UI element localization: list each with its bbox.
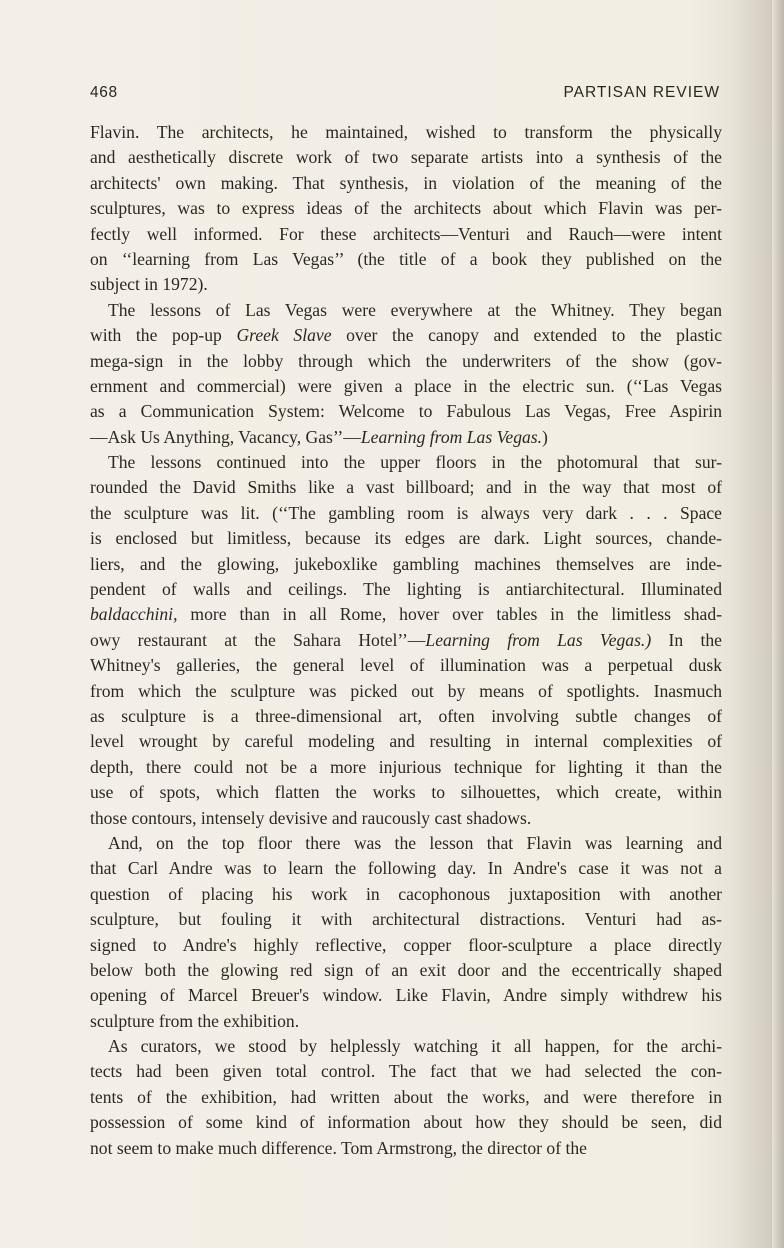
text-line <box>90 729 722 754</box>
text-segment: that Carl Andre was to learn the following day. In Andre's case it was not a <box>90 858 722 879</box>
page-gutter-shadow <box>772 0 784 1248</box>
text-segment: as a Communication System: Welcome to Fabulous Las Vegas, Free Aspirin <box>90 401 722 422</box>
text-line <box>90 526 722 551</box>
text-line <box>90 272 722 297</box>
text-line <box>90 222 722 247</box>
paragraph <box>90 831 722 1034</box>
text-segment: is enclosed but limitless, because its edges are dark. Light sources, chande- <box>90 528 722 549</box>
text-line <box>90 755 722 780</box>
text-line <box>90 983 722 1008</box>
page-number: 468 <box>90 84 118 101</box>
text-line <box>90 1136 722 1161</box>
text-line <box>90 145 722 170</box>
text-segment: The lessons continued into the upper floors in the photomural that sur- <box>108 452 722 473</box>
text-segment: architects' own making. That synthesis, in violation of the meaning of the <box>90 172 722 193</box>
text-line <box>90 120 722 145</box>
text-line <box>90 628 722 653</box>
text-line <box>90 653 722 678</box>
text-line <box>90 501 722 526</box>
text-line <box>90 247 722 272</box>
text-segment: Whitney's galleries, the general level of illumination was a perpetual dusk <box>90 655 722 676</box>
text-line <box>90 933 722 958</box>
text-segment: subject in 1972). <box>90 274 208 295</box>
text-segment: depth, there could not be a more injurious technique for lighting it than the <box>90 756 722 777</box>
text-segment: from which the sculpture was picked out by means of spotlights. Inasmuch <box>90 680 722 701</box>
text-line <box>90 679 722 704</box>
text-line <box>90 425 722 450</box>
text-segment: over the canopy and extended to the plastic <box>331 325 723 346</box>
text-line <box>90 349 722 374</box>
text-segment: As curators, we stood by helplessly watching it all happen, for the archi- <box>108 1036 722 1057</box>
running-header-title: PARTISAN REVIEW <box>563 84 720 101</box>
paragraph <box>90 1034 722 1161</box>
text-line <box>90 399 722 424</box>
italic-text: Greek Slave <box>236 325 332 346</box>
text-segment: fectly well informed. For these architects—Venturi and Rauch—were intent <box>90 223 722 244</box>
text-segment: mega-sign in the lobby through which the underwriters of the show (gov- <box>90 350 722 371</box>
text-line <box>90 1009 722 1034</box>
text-segment: liers, and the glowing, jukeboxlike gambling machines themselves are inde- <box>90 553 722 574</box>
text-line <box>90 298 722 323</box>
text-line <box>90 552 722 577</box>
text-line <box>90 1059 722 1084</box>
text-segment: ernment and commercial) were given a place in the electric sun. (‘‘Las Vegas <box>90 375 722 396</box>
text-line <box>90 323 722 348</box>
text-line <box>90 577 722 602</box>
text-segment: those contours, intensely devisive and raucously cast shadows. <box>90 807 532 828</box>
text-line <box>90 907 722 932</box>
text-segment: sculpture from the exhibition. <box>90 1010 300 1031</box>
text-segment: the sculpture was lit. (‘‘The gambling room is always very dark . . . Space <box>90 502 722 523</box>
text-line <box>90 196 722 221</box>
text-segment: sculptures, was to express ideas of the architects about which Flavin was per- <box>90 198 722 219</box>
text-line <box>90 1110 722 1135</box>
italic-text: Learning from Las Vegas.) <box>425 629 652 650</box>
text-segment: tects had been given total control. The fact that we had selected the con- <box>90 1061 722 1082</box>
italic-text: baldacchini, <box>90 604 178 625</box>
paragraph <box>90 120 722 298</box>
text-segment: sculpture, but fouling it with architectural distractions. Venturi had as- <box>90 909 722 930</box>
text-segment: rounded the David Smiths like a vast billboard; and in the way that most of <box>90 477 722 498</box>
text-segment: pendent of walls and ceilings. The lighting is antiarchitectural. Illuminated <box>90 579 722 600</box>
text-line <box>90 856 722 881</box>
text-segment: with the pop-up <box>90 325 237 346</box>
italic-text: Learning from Las Vegas. <box>360 426 543 447</box>
text-segment: In the <box>651 629 722 650</box>
text-segment: opening of Marcel Breuer's window. Like Flavin, Andre simply withdrew his <box>90 985 722 1006</box>
text-line <box>90 831 722 856</box>
text-segment: question of placing his work in cacophonous juxtaposition with another <box>90 883 722 904</box>
text-segment: And, on the top floor there was the lesson that Flavin was learning and <box>108 832 722 853</box>
text-line <box>90 1085 722 1110</box>
body-text <box>90 120 722 1161</box>
text-line <box>90 958 722 983</box>
text-segment: level wrought by careful modeling and resulting in internal complexities of <box>90 731 722 752</box>
text-line <box>90 780 722 805</box>
text-segment: signed to Andre's highly reflective, copper floor-sculpture a place directly <box>90 934 722 955</box>
text-segment: below both the glowing red sign of an exit door and the eccentrically shaped <box>90 959 722 980</box>
text-line <box>90 602 722 627</box>
text-line <box>90 374 722 399</box>
text-line <box>90 475 722 500</box>
text-segment: more than in all Rome, hover over tables in the limitless shad- <box>177 604 722 625</box>
text-segment: —Ask Us Anything, Vacancy, Gas’’— <box>90 426 361 447</box>
text-line <box>90 1034 722 1059</box>
text-line <box>90 704 722 729</box>
paragraph <box>90 450 722 831</box>
text-segment: possession of some kind of information about how they should be seen, did <box>90 1112 722 1133</box>
text-line <box>90 882 722 907</box>
text-segment: use of spots, which flatten the works to silhouettes, which create, within <box>90 782 722 803</box>
text-segment: tents of the exhibition, had written about the works, and were therefore in <box>90 1086 722 1107</box>
text-segment: as sculpture is a three-dimensional art, often involving subtle changes of <box>90 705 722 726</box>
text-segment: ) <box>542 426 548 447</box>
text-segment: on ‘‘learning from Las Vegas’’ (the title of a book they published on the <box>90 248 722 269</box>
text-segment: The lessons of Las Vegas were everywhere at the Whitney. They began <box>108 299 722 320</box>
text-segment: Flavin. The architects, he maintained, wished to transform the physically <box>90 122 722 142</box>
text-line <box>90 171 722 196</box>
text-segment: owy restaurant at the Sahara Hotel’’— <box>90 629 426 650</box>
text-segment: not seem to make much difference. Tom Armstrong, the director of the <box>90 1137 587 1158</box>
paragraph <box>90 298 722 450</box>
text-line <box>90 450 722 475</box>
text-segment: and aesthetically discrete work of two separate artists into a synthesis of the <box>90 147 722 168</box>
text-line <box>90 806 722 831</box>
